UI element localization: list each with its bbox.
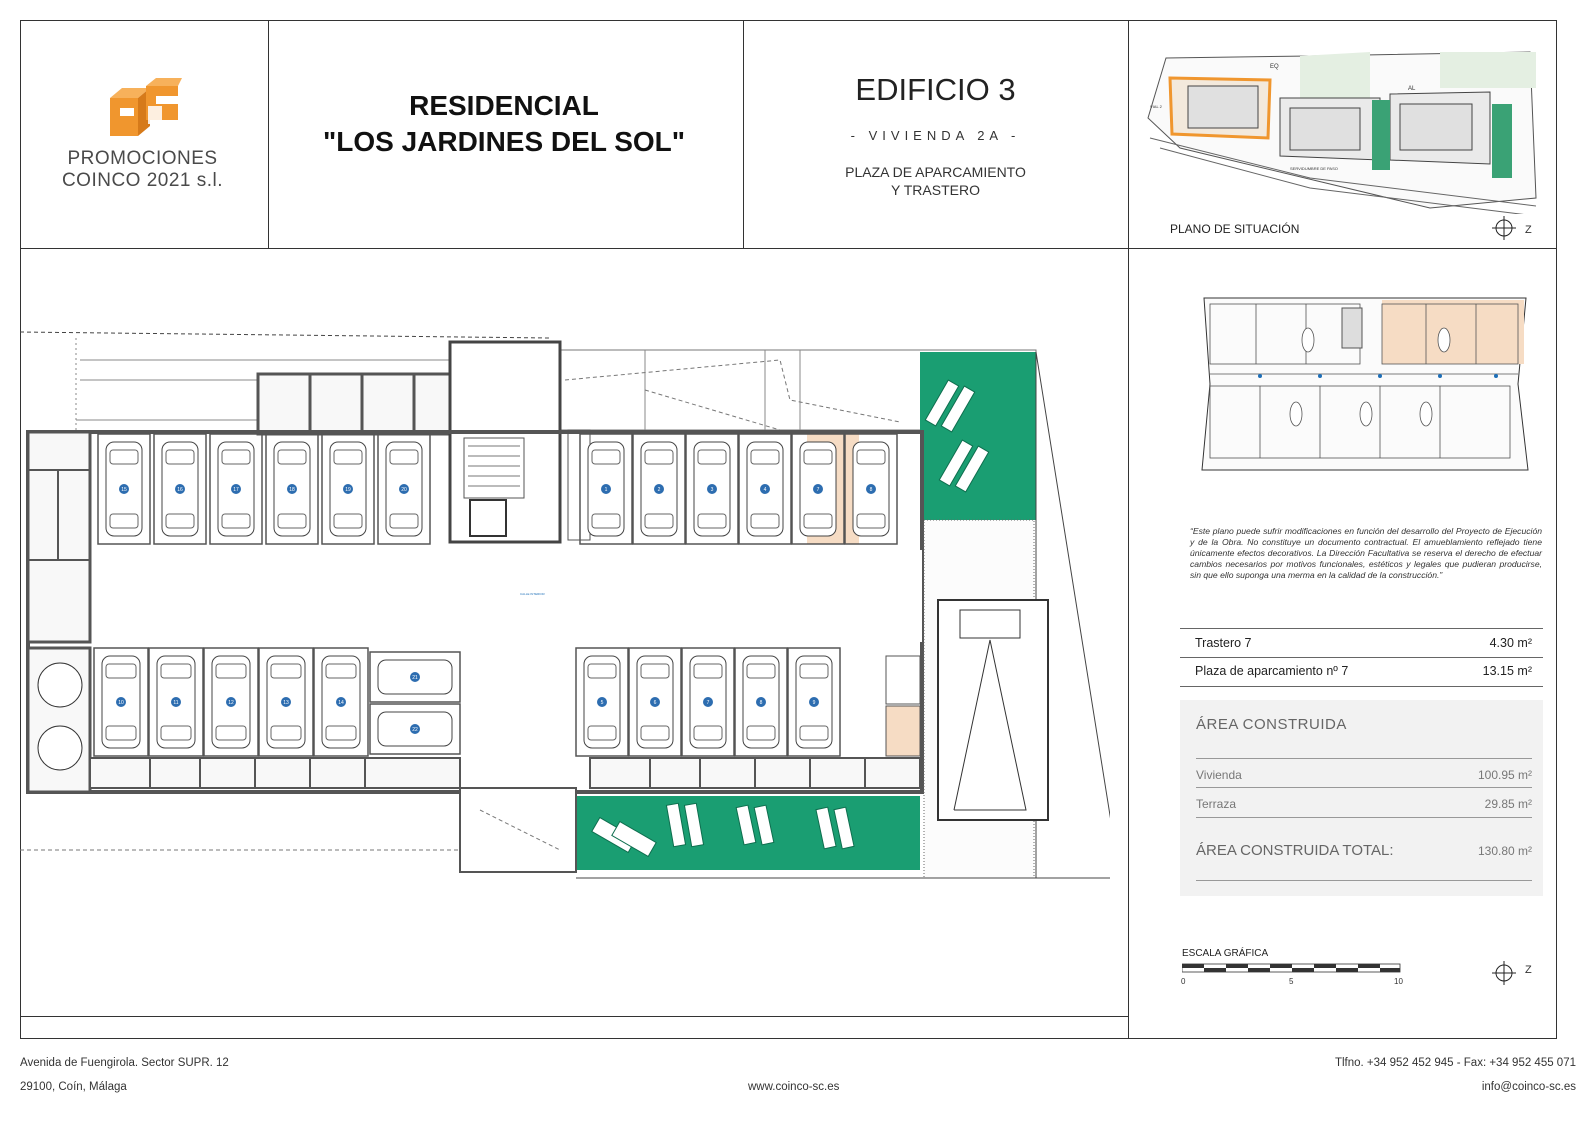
map-label-vial: VIAL 2 <box>1150 104 1162 109</box>
parking-number: 12 <box>228 700 234 706</box>
parking-number: 8 <box>759 700 763 706</box>
footer-website[interactable]: www.coinco-sc.es <box>748 1081 840 1093</box>
parking-bay <box>266 434 318 544</box>
area-rule-4 <box>1196 880 1532 881</box>
parking-number: 3 <box>710 487 714 493</box>
company-logo <box>108 76 182 138</box>
parking-bay <box>580 434 632 544</box>
situation-map <box>1140 48 1544 214</box>
sheet-description <box>743 163 1128 199</box>
scale-tick-0: 0 <box>1181 977 1186 986</box>
parking-bay <box>259 648 313 756</box>
parking-bay <box>378 434 430 544</box>
north-label: Z <box>1525 964 1532 976</box>
parking-bay <box>576 648 628 756</box>
company-line2: COINCO 2021 s.l. <box>61 170 224 191</box>
parking-number: 9 <box>812 700 816 706</box>
area-heading: ÁREA CONSTRUIDA <box>1196 716 1347 733</box>
parking-bay <box>94 648 148 756</box>
scale-bar <box>1182 962 1402 974</box>
parking-number: 5 <box>600 700 604 706</box>
moto-parking-bay <box>370 652 460 702</box>
surfaces-top-rule <box>1180 628 1543 629</box>
parking-bay <box>314 648 368 756</box>
parking-number: 17 <box>233 487 239 493</box>
parking-bay <box>98 434 150 544</box>
surface-label: Trastero 7 <box>1195 636 1252 650</box>
project-title <box>265 88 743 160</box>
street-label: CALLE INTERIOR <box>520 592 545 596</box>
parking-number: 18 <box>289 487 295 493</box>
area-rule-3 <box>1196 817 1532 818</box>
project-line2: "LOS JARDINES DEL SOL" <box>322 126 686 157</box>
company-line1: PROMOCIONES <box>67 148 218 169</box>
parking-number: 7 <box>816 487 820 493</box>
map-label-al: AL <box>1408 86 1416 92</box>
area-total <box>1196 842 1532 859</box>
parking-bay <box>686 434 738 544</box>
parking-number: 13 <box>283 700 289 706</box>
surface-row-storage <box>1195 636 1532 650</box>
surface-value: 13.15 m² <box>1482 664 1532 678</box>
area-rule-2 <box>1196 787 1532 788</box>
parking-number: 14 <box>338 700 344 706</box>
footer-address-1: Avenida de Fuengirola. Sector SUPR. 12 <box>20 1057 229 1069</box>
parking-number: 6 <box>653 700 657 706</box>
parking-bay <box>210 434 262 544</box>
area-row-vivienda <box>1196 768 1532 782</box>
moto-parking-bay <box>370 704 460 754</box>
parking-bay <box>322 434 374 544</box>
scale-tick-5: 5 <box>1289 977 1294 986</box>
parking-bay <box>682 648 734 756</box>
parking-bay <box>629 648 681 756</box>
key-plan-thumbnail <box>1196 294 1534 474</box>
area-row-label: Terraza <box>1196 797 1237 811</box>
parking-bay <box>154 434 206 544</box>
parking-bay <box>204 648 258 756</box>
parking-number: 8 <box>869 487 873 493</box>
surfaces-mid-rule <box>1180 657 1543 658</box>
footer-email[interactable]: info@coinco-sc.es <box>1481 1081 1576 1093</box>
unit-label: - VIVIENDA 2A - <box>850 128 1021 143</box>
surface-label: Plaza de aparcamiento nº 7 <box>1195 664 1349 678</box>
area-total-value: 130.80 m² <box>1477 844 1532 858</box>
parking-number: 15 <box>121 487 127 493</box>
area-row-label: Vivienda <box>1196 768 1242 782</box>
info-divider <box>1128 20 1129 1039</box>
parking-number: 7 <box>706 700 710 706</box>
area-row-value: 29.85 m² <box>1484 797 1532 811</box>
area-rule-1 <box>1196 758 1532 759</box>
parking-bay <box>149 648 203 756</box>
parking-bays-bottom <box>94 648 840 756</box>
parking-bay <box>739 434 791 544</box>
parking-bay <box>792 434 844 544</box>
footer-phone: Tlfno. +34 952 452 945 - Fax: +34 952 455 071 <box>1334 1057 1576 1069</box>
plan-bottom-line <box>20 1016 1128 1017</box>
parking-bay <box>788 648 840 756</box>
surfaces-bottom-rule <box>1180 686 1543 687</box>
garage-floor-plan <box>20 330 1110 910</box>
parking-number: 22 <box>412 727 418 733</box>
area-total-label: ÁREA CONSTRUIDA TOTAL: <box>1196 842 1394 859</box>
parking-number: 4 <box>763 487 767 493</box>
parking-number: 19 <box>345 487 351 493</box>
parking-number: 11 <box>173 700 179 706</box>
situation-label: PLANO DE SITUACIÓN <box>1170 222 1300 236</box>
company-name <box>20 148 265 192</box>
surface-row-parking <box>1195 664 1532 678</box>
footer-address-2: 29100, Coín, Málaga <box>20 1081 127 1093</box>
map-label-eq: EQ <box>1270 64 1279 70</box>
parking-number: 21 <box>412 675 418 681</box>
parking-bay <box>735 648 787 756</box>
scale-tick-10: 10 <box>1394 977 1403 986</box>
parking-number: 20 <box>401 487 407 493</box>
parking-number: 10 <box>118 700 124 706</box>
scale-label: ESCALA GRÁFICA <box>1182 948 1269 959</box>
parking-bay <box>633 434 685 544</box>
building-title: EDIFICIO 3 <box>855 72 1016 107</box>
parking-number: 16 <box>177 487 183 493</box>
parking-number: 1 <box>604 487 608 493</box>
surface-value: 4.30 m² <box>1489 636 1532 650</box>
area-row-terraza <box>1196 797 1532 811</box>
project-line1: RESIDENCIAL <box>409 90 599 121</box>
header-divider <box>20 248 1557 249</box>
desc-line1: PLAZA DE APARCAMIENTO <box>845 164 1026 180</box>
north-label: Z <box>1525 224 1532 236</box>
area-row-value: 100.95 m² <box>1477 768 1532 782</box>
desc-line2: Y TRASTERO <box>891 182 980 198</box>
parking-bay <box>845 434 897 544</box>
parking-number: 2 <box>657 487 661 493</box>
map-label-servidumbre: SERVIDUMBRE DE PASO <box>1290 166 1338 171</box>
disclaimer-note: “Este plano puede sufrir modificaciones en función del desarrollo del Proyecto de Ejecución y de la Obra. No constituye un documento contractual. El amueblamiento reflejado tiene únicamente efectos decorativos. La Dirección Facultativa se reserva el derecho de efectuar cambios necesarios por motivos funcionales, estéticos y legales que pudieran producirse, sin que ello suponga una merma en la calidad de la construcción.” <box>1190 526 1542 580</box>
